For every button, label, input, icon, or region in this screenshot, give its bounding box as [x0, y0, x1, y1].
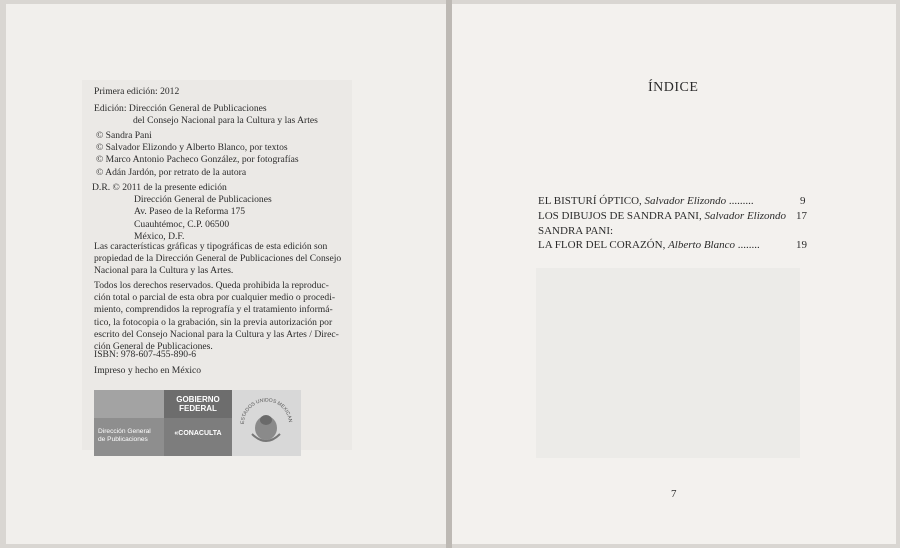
dr-line: Dirección General de Publicaciones — [134, 194, 272, 206]
paragraph-line: Nacional para la Cultura y las Artes. — [94, 265, 234, 277]
toc-title: LOS DIBUJOS DE SANDRA PANI, — [538, 210, 705, 222]
dr-block — [92, 182, 272, 243]
edicion-line-1: Edición: Dirección General de Publicaciones — [94, 103, 267, 114]
paragraph-line: escrito del Consejo Nacional para la Cultura y las Artes / Direc- — [94, 328, 339, 340]
copyright-item: © Marco Antonio Pacheco González, por fotografías — [96, 154, 299, 166]
coat-of-arms-icon — [232, 390, 301, 456]
toc-entry — [538, 194, 806, 208]
toc-title: EL BISTURÍ ÓPTICO, — [538, 195, 645, 207]
paragraph-line: ción General de Publicaciones. — [94, 341, 213, 353]
paragraph-line: Las características gráficas y tipográficas de esta edición son — [94, 241, 328, 252]
isbn: ISBN: 978-607-455-890-6 — [94, 349, 197, 360]
copyright-item: © Salvador Elizondo y Alberto Blanco, por textos — [96, 142, 288, 154]
conaculta-tile — [164, 418, 232, 456]
toc-page: 9 — [800, 195, 806, 207]
gobierno-federal-tile — [164, 390, 232, 418]
toc-entry — [538, 224, 613, 238]
dr-line: D.R. © 2011 de la presente edición — [92, 182, 227, 193]
coat-of-arms-tile — [232, 390, 301, 456]
federal-text: FEDERAL — [179, 404, 217, 413]
toc-author: Alberto Blanco — [668, 239, 735, 251]
toc-title: SANDRA PANI: — [538, 225, 614, 237]
publisher-logo-block — [94, 390, 301, 456]
paragraph-line: tico, la fotocopia o la grabación, sin la previa autorización por — [94, 316, 333, 328]
dgp-line-2: de Publicaciones — [98, 436, 148, 443]
toc-page: 17 — [796, 210, 807, 222]
dr-line: México, D.F. — [134, 230, 185, 242]
show-through-shadow-right — [536, 268, 800, 458]
paragraph-line: Todos los derechos reservados. Queda prohibida la reproduc- — [94, 280, 329, 291]
conaculta-logo-icon: « — [174, 430, 179, 437]
features-paragraph — [94, 241, 370, 278]
paragraph-line: miento, comprendidos la reprografía y el tratamiento informá- — [94, 304, 333, 316]
page-title: ÍNDICE — [648, 80, 699, 95]
gobierno-text: GOBIERNO — [176, 395, 220, 404]
toc-author: Salvador Elizondo — [704, 210, 787, 222]
seal-text: ESTADOS UNIDOS MEXICAN — [239, 397, 293, 425]
edition-line: Primera edición: 2012 — [94, 86, 180, 97]
logo-tile — [94, 390, 164, 418]
dgp-line-1: Dirección General — [98, 428, 151, 435]
toc-page: 19 — [796, 239, 807, 251]
printed-in: Impreso y hecho en México — [94, 365, 202, 376]
copyright-item: © Sandra Pani — [96, 130, 152, 141]
toc-author: Salvador Elizondo — [644, 195, 727, 207]
edicion-line-2: del Consejo Nacional para la Cultura y las Artes — [133, 115, 318, 126]
toc-entry — [538, 209, 807, 223]
copyright-item: © Adán Jardón, por retrato de la autora — [96, 166, 247, 178]
page-number: 7 — [671, 488, 677, 500]
paragraph-line: ción total o parcial de esta obra por cualquier medio o procedi- — [94, 292, 336, 304]
copyright-list — [96, 130, 299, 179]
paragraph-line: propiedad de la Dirección General de Publicaciones del Consejo — [94, 253, 342, 265]
conaculta-text: CONACULTA — [178, 430, 222, 437]
toc-title: LA FLOR DEL CORAZÓN, — [538, 239, 669, 251]
dgp-tile — [94, 418, 164, 456]
dr-line: Av. Paseo de la Reforma 175 — [134, 206, 246, 218]
rights-paragraph — [94, 280, 370, 353]
toc-entry — [538, 238, 807, 252]
dr-line: Cuauhtémoc, C.P. 06500 — [134, 218, 230, 230]
toc-leader: ......... — [726, 195, 754, 207]
toc-leader: ........ — [734, 239, 760, 251]
